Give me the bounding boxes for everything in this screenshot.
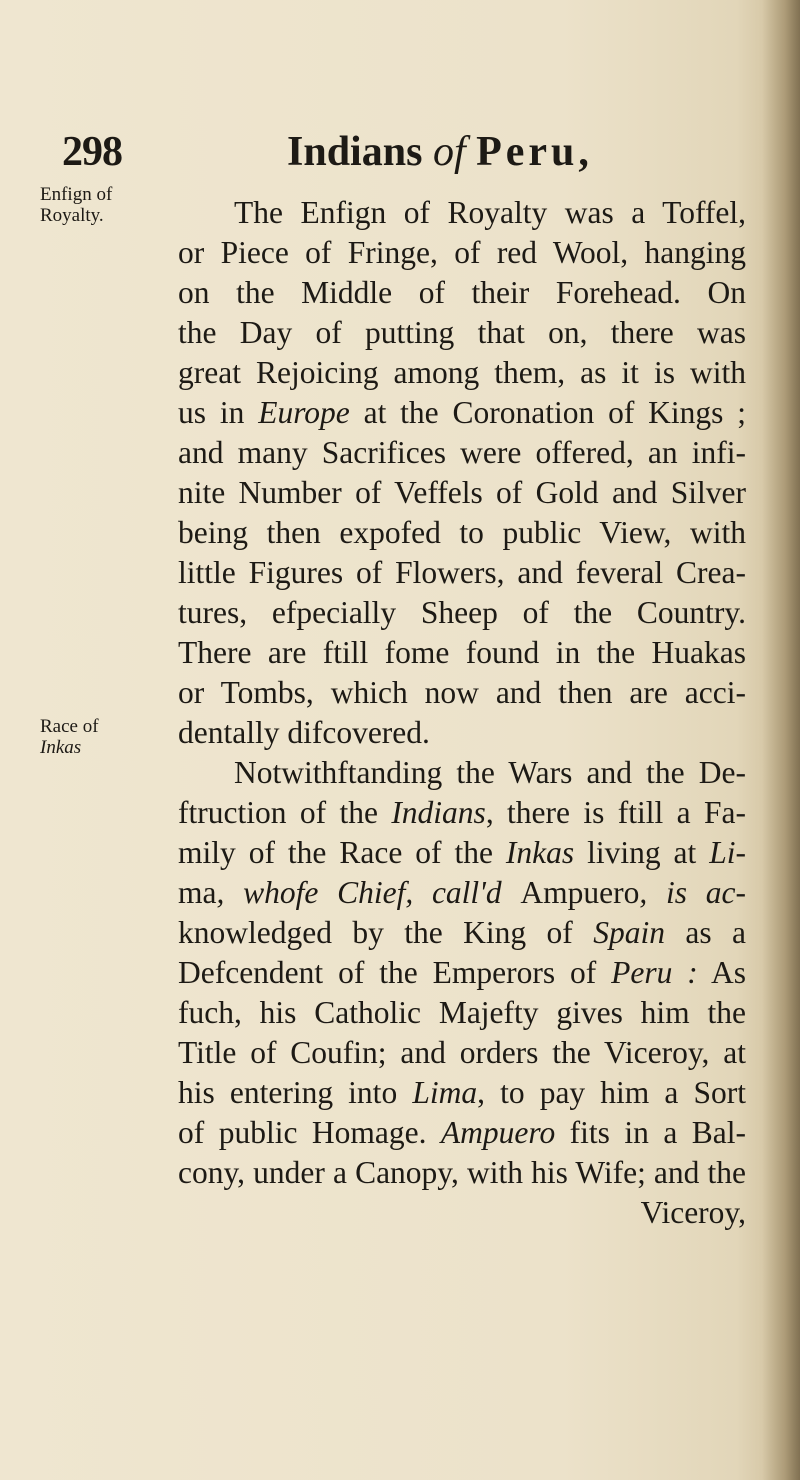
italic-word: Peru : <box>611 955 698 990</box>
text-line <box>178 1073 746 1113</box>
text-run: mily of the Race of the <box>178 835 506 870</box>
text-run: ma <box>178 875 217 910</box>
italic-word: Ampuero <box>440 1115 556 1150</box>
text-run: Defcendent of the Emperors of <box>178 955 612 990</box>
margin-note-line: Enfign of <box>40 184 113 205</box>
text-line <box>178 953 746 993</box>
text-run: Viceroy, <box>640 1195 746 1230</box>
text-run: fits in a Bal- <box>555 1115 747 1150</box>
text-run: ftruction of the <box>178 795 392 830</box>
text-line <box>178 1153 746 1193</box>
text-line <box>178 313 746 353</box>
text-line <box>178 233 746 273</box>
text-run: as a <box>664 915 746 950</box>
text-run: living at <box>574 835 710 870</box>
text-run: of public Homage. <box>178 1115 441 1150</box>
text-line <box>178 353 746 393</box>
text-run: the Day of putting that on, there was <box>178 315 746 350</box>
italic-word: Spain <box>593 915 665 950</box>
running-head <box>287 128 593 176</box>
page-header <box>62 128 662 188</box>
text-run: at the Coronation of Kings ; <box>349 395 747 430</box>
text-run: Notwithftanding the Wars and the De- <box>234 755 746 790</box>
text-line <box>178 393 746 433</box>
text-line <box>178 193 746 233</box>
text-line <box>178 913 746 953</box>
text-line <box>178 713 746 753</box>
page-edge-shadow <box>762 0 800 1480</box>
text-run: Ampuero <box>520 875 640 910</box>
text-run: great Rejoicing among them, as it is with <box>178 355 746 390</box>
text-line <box>178 673 746 713</box>
italic-word: Li- <box>709 835 746 870</box>
margin-note-race <box>40 716 150 758</box>
text-run: Title of Coufin; and orders the Viceroy, at <box>178 1035 746 1070</box>
text-run: , there is ftill a Fa- <box>485 795 746 830</box>
text-line <box>178 993 746 1033</box>
text-run: us in <box>178 395 259 430</box>
text-line <box>178 433 746 473</box>
text-run: or Piece of Fringe, of red Wool, hanging <box>178 235 746 270</box>
text-line <box>178 273 746 313</box>
text-line <box>178 1113 746 1153</box>
running-head-of: of <box>432 129 466 175</box>
text-run: As <box>697 955 746 990</box>
text-run: dentally difcovered. <box>178 715 430 750</box>
running-head-main: Indians <box>287 129 423 175</box>
text-run: cony, under a Canopy, with his Wife; and the <box>178 1155 746 1190</box>
margin-note-line: Royalty. <box>40 205 104 226</box>
text-line <box>178 1193 746 1233</box>
text-line <box>178 473 746 513</box>
text-line <box>178 753 746 793</box>
text-run: fuch, his Catholic Majefty gives him the <box>178 995 746 1030</box>
text-run: , to pay him a Sort <box>477 1075 746 1110</box>
text-run: The Enfign of Royalty was a Toffel, <box>234 195 746 230</box>
text-line <box>178 1033 746 1073</box>
text-run: tures, efpecially Sheep of the Country. <box>178 595 746 630</box>
text-run: There are ftill fome found in the Huakas <box>178 635 746 670</box>
text-line <box>178 793 746 833</box>
text-line <box>178 553 746 593</box>
text-line <box>178 513 746 553</box>
margin-note-line: Race of <box>40 716 99 737</box>
italic-word: , is ac- <box>639 875 746 910</box>
italic-word: Europe <box>258 395 350 430</box>
margin-note-line: Inkas <box>40 737 82 758</box>
text-line <box>178 593 746 633</box>
page-number: 298 <box>62 129 122 175</box>
text-run: little Figures of Flowers, and feveral Crea- <box>178 555 746 590</box>
italic-word: , whofe Chief, call'd <box>216 875 521 910</box>
text-line <box>178 833 746 873</box>
text-line <box>178 633 746 673</box>
text-run: on the Middle of their Forehead. On <box>178 275 746 310</box>
italic-word: Inkas <box>505 835 575 870</box>
margin-note-ensign <box>40 184 150 226</box>
text-line <box>178 873 746 913</box>
text-run: or Tombs, which now and then are acci- <box>178 675 746 710</box>
running-head-place: Peru, <box>476 129 593 175</box>
text-run: and many Sacrifices were offered, an infi- <box>178 435 746 470</box>
body-text <box>178 193 746 1233</box>
italic-word: Indians <box>391 795 486 830</box>
text-run: being then expofed to public View, with <box>178 515 746 550</box>
italic-word: Lima <box>412 1075 478 1110</box>
text-run: nite Number of Veffels of Gold and Silver <box>178 475 746 510</box>
text-run: knowledged by the King of <box>178 915 594 950</box>
text-run: his entering into <box>178 1075 413 1110</box>
